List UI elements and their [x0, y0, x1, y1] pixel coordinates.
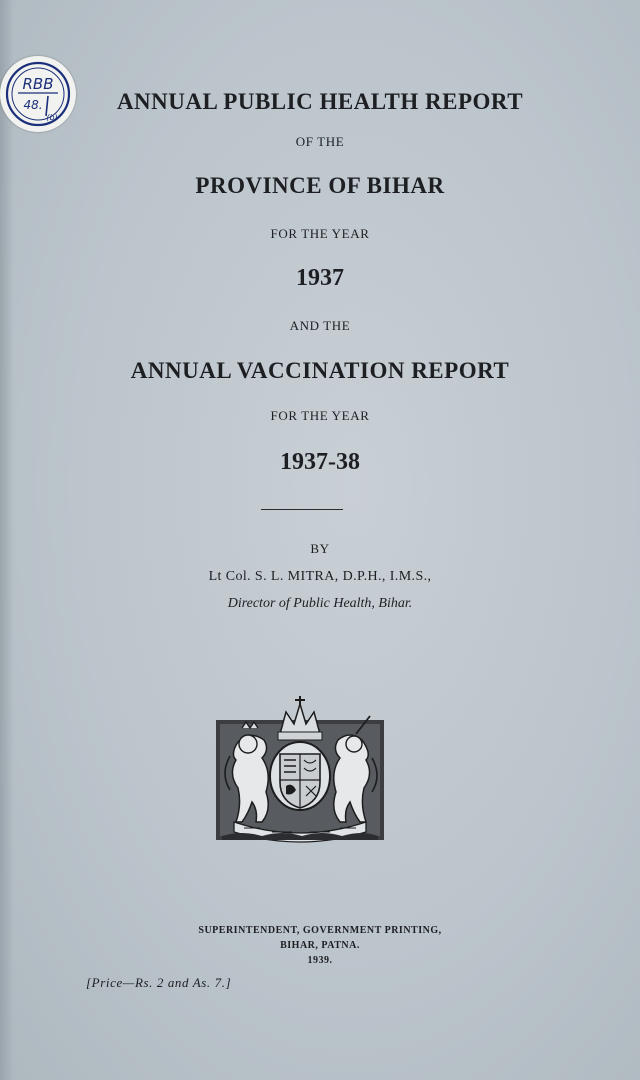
page-edge-shadow — [0, 0, 14, 1080]
author-designation: Director of Public Health, Bihar. — [227, 596, 413, 611]
report-title-vaccination: ANNUAL VACCINATION REPORT — [130, 358, 510, 383]
for-the-year-label-1: FOR THE YEAR — [270, 226, 370, 241]
and-the-label: AND THE — [289, 318, 351, 333]
printer-location: BIHAR, PATNA. — [280, 940, 360, 951]
by-label: BY — [310, 541, 330, 556]
divider-rule — [261, 509, 343, 510]
svg-text:48.: 48. — [23, 98, 43, 112]
of-the-label: OF THE — [295, 134, 345, 149]
report-year-1: 1937 — [296, 265, 344, 291]
author-name: Lt Col. S. L. MITRA, D.P.H., I.M.S., — [208, 569, 432, 584]
province-title: PROVINCE OF BIHAR — [195, 173, 445, 198]
printing-year: 1939. — [307, 955, 333, 966]
coat-of-arms-icon — [214, 694, 386, 844]
svg-text:(b): (b) — [46, 113, 58, 122]
report-title-health: ANNUAL PUBLIC HEALTH REPORT — [116, 89, 524, 114]
report-year-2: 1937-38 — [280, 449, 360, 475]
price-note: [Price—Rs. 2 and As. 7.] — [86, 975, 232, 990]
for-the-year-label-2: FOR THE YEAR — [270, 408, 370, 423]
svg-text:RBB: RBB — [22, 75, 54, 93]
printer-name: SUPERINTENDENT, GOVERNMENT PRINTING, — [198, 925, 442, 936]
